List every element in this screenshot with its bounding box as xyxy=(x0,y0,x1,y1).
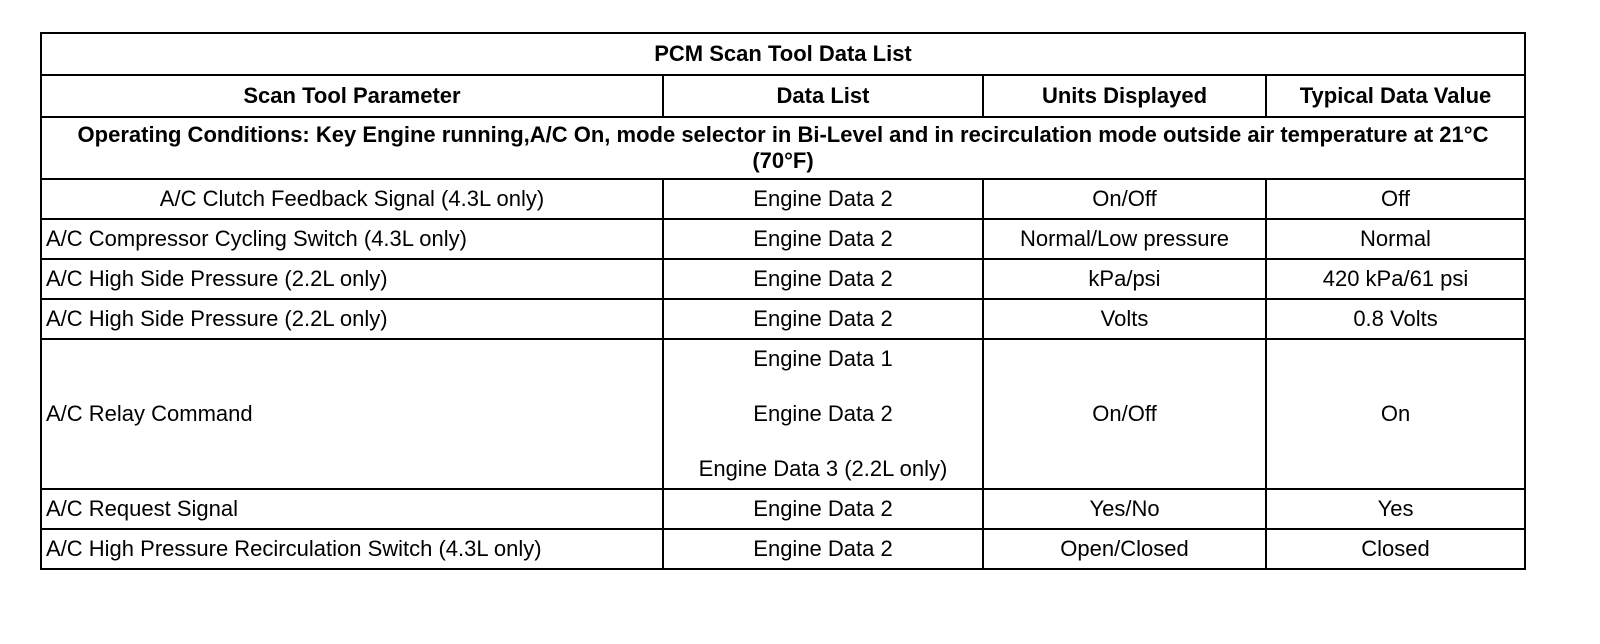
parameter-cell: A/C High Side Pressure (2.2L only) xyxy=(41,259,663,299)
units-cell: Normal/Low pressure xyxy=(983,219,1266,259)
table-row xyxy=(41,529,1525,569)
units-cell: On/Off xyxy=(983,339,1266,489)
table-header-row xyxy=(41,75,1525,117)
units-cell: Volts xyxy=(983,299,1266,339)
column-header-typical-value: Typical Data Value xyxy=(1266,75,1525,117)
data-list-cell: Engine Data 2 xyxy=(663,489,983,529)
typical-value-cell: On xyxy=(1266,339,1525,489)
table-row xyxy=(41,259,1525,299)
operating-conditions: Operating Conditions: Key Engine running,A/C On, mode selector in Bi-Level and in recirculation mode outside air temperature at 21°C (70°F) xyxy=(41,117,1525,179)
table-title-row xyxy=(41,33,1525,75)
operating-conditions-row xyxy=(41,117,1525,179)
column-header-parameter: Scan Tool Parameter xyxy=(41,75,663,117)
parameter-cell: A/C Relay Command xyxy=(41,339,663,489)
units-cell: kPa/psi xyxy=(983,259,1266,299)
typical-value-cell: Normal xyxy=(1266,219,1525,259)
data-list-cell xyxy=(663,339,983,489)
typical-value-cell: Closed xyxy=(1266,529,1525,569)
data-list-line: Engine Data 3 (2.2L only) xyxy=(698,456,948,481)
units-cell: On/Off xyxy=(983,179,1266,219)
table-row xyxy=(41,179,1525,219)
table-row xyxy=(41,219,1525,259)
column-header-units: Units Displayed xyxy=(983,75,1266,117)
parameter-cell: A/C Request Signal xyxy=(41,489,663,529)
table-row xyxy=(41,489,1525,529)
units-cell: Open/Closed xyxy=(983,529,1266,569)
table-row xyxy=(41,339,1525,489)
table-row xyxy=(41,299,1525,339)
parameter-cell: A/C High Side Pressure (2.2L only) xyxy=(41,299,663,339)
data-list-cell: Engine Data 2 xyxy=(663,529,983,569)
units-cell: Yes/No xyxy=(983,489,1266,529)
typical-value-cell: Yes xyxy=(1266,489,1525,529)
data-list-cell: Engine Data 2 xyxy=(663,179,983,219)
parameter-cell: A/C High Pressure Recirculation Switch (4.3L only) xyxy=(41,529,663,569)
typical-value-cell: 0.8 Volts xyxy=(1266,299,1525,339)
parameter-cell: A/C Clutch Feedback Signal (4.3L only) xyxy=(41,179,663,219)
data-list-cell: Engine Data 2 xyxy=(663,299,983,339)
data-list-line: Engine Data 1 xyxy=(753,346,893,371)
data-list-cell: Engine Data 2 xyxy=(663,259,983,299)
column-header-data-list: Data List xyxy=(663,75,983,117)
data-list-cell: Engine Data 2 xyxy=(663,219,983,259)
pcm-scan-tool-data-table xyxy=(40,32,1526,570)
typical-value-cell: Off xyxy=(1266,179,1525,219)
data-list-line: Engine Data 2 xyxy=(753,401,893,426)
table-title: PCM Scan Tool Data List xyxy=(41,33,1525,75)
typical-value-cell: 420 kPa/61 psi xyxy=(1266,259,1525,299)
parameter-cell: A/C Compressor Cycling Switch (4.3L only) xyxy=(41,219,663,259)
